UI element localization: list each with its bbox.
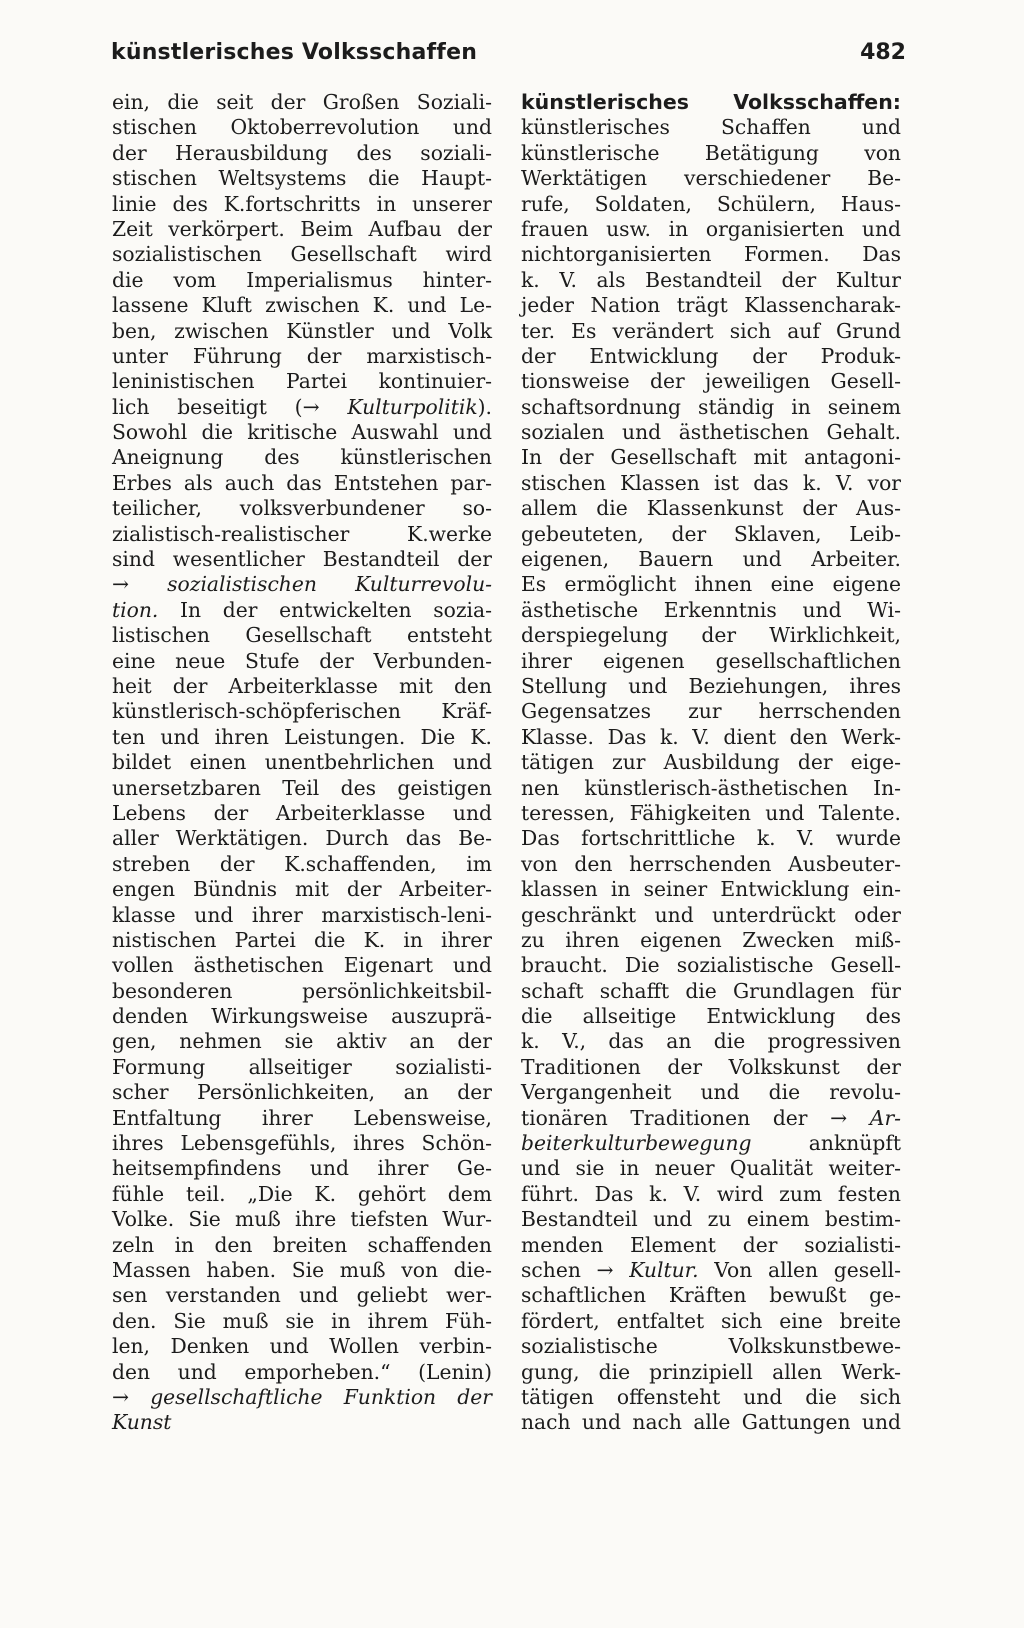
text-line bbox=[521, 598, 901, 623]
line-text: Es ermöglicht ihnen eine eigene bbox=[521, 572, 901, 597]
text-line bbox=[521, 1258, 901, 1283]
line-text: schaftlichen Kräften bewußt ge- bbox=[521, 1283, 901, 1308]
italic-reference: beiterkulturbewegung bbox=[521, 1131, 752, 1156]
line-text: ästhetische Erkenntnis und Wi- bbox=[521, 597, 901, 622]
text-line bbox=[521, 1080, 901, 1105]
text-line bbox=[521, 1385, 901, 1410]
text-line bbox=[112, 699, 492, 724]
line-text: künstlerische Betätigung von bbox=[521, 140, 901, 165]
left-text-column bbox=[112, 90, 492, 1436]
text-line bbox=[112, 1309, 492, 1334]
line-text: der Herausbildung des soziali- bbox=[112, 140, 492, 165]
line-text: nach und nach alle Gattungen und bbox=[521, 1410, 901, 1435]
text-line bbox=[521, 192, 901, 217]
line-text: teilicher, volksverbundener so- bbox=[112, 496, 492, 521]
line-text: heitsempfindens und ihrer Ge- bbox=[112, 1156, 492, 1181]
line-text: streben der K.schaffenden, im bbox=[112, 851, 492, 876]
line-text: menden Element der sozialisti- bbox=[521, 1232, 901, 1257]
line-text: In der Gesellschaft mit antagoni- bbox=[521, 445, 901, 470]
text-line bbox=[112, 268, 492, 293]
text-line bbox=[112, 496, 492, 521]
line-text: Bestandteil und zu einem bestim- bbox=[521, 1207, 901, 1232]
line-text: Das fortschrittliche k. V. wurde bbox=[521, 826, 901, 851]
text-line bbox=[521, 1029, 901, 1054]
text-line bbox=[521, 903, 901, 928]
text-line bbox=[112, 623, 492, 648]
line-text: Von allen gesell- bbox=[698, 1257, 902, 1282]
italic-reference: Kunst bbox=[112, 1410, 172, 1435]
line-text: Volke. Sie muß ihre tiefsten Wur- bbox=[112, 1207, 492, 1232]
text-line bbox=[112, 649, 492, 674]
line-text: stischen Klassen ist das k. V. vor bbox=[521, 470, 901, 495]
text-line bbox=[112, 522, 492, 547]
line-text: heit der Arbeiterklasse mit den bbox=[112, 673, 492, 698]
line-text: zeln in den breiten schaffenden bbox=[112, 1232, 492, 1257]
text-line bbox=[521, 1207, 901, 1232]
text-line bbox=[521, 496, 901, 521]
text-line bbox=[521, 445, 901, 470]
line-text: geschränkt und unterdrückt oder bbox=[521, 902, 901, 927]
italic-reference: Ar- bbox=[869, 1105, 901, 1130]
text-line bbox=[521, 90, 901, 115]
text-line bbox=[112, 979, 492, 1004]
text-line bbox=[112, 217, 492, 242]
line-text: sind wesentlicher Bestandteil der bbox=[112, 547, 492, 572]
line-text: derspiegelung der Wirklichkeit, bbox=[521, 623, 901, 648]
text-line bbox=[112, 471, 492, 496]
line-text: k. V. als Bestandteil der Kultur bbox=[521, 267, 901, 292]
line-text: Aneignung des künstlerischen bbox=[112, 445, 492, 470]
line-text: schen → bbox=[521, 1257, 630, 1282]
text-line bbox=[112, 928, 492, 953]
text-line bbox=[112, 750, 492, 775]
text-line bbox=[112, 1131, 492, 1156]
line-text: braucht. Die sozialistische Gesell- bbox=[521, 953, 901, 978]
line-text: gebeuteten, der Sklaven, Leib- bbox=[521, 521, 901, 546]
line-text: schaftsordnung ständig in seinem bbox=[521, 394, 901, 419]
line-text: sen verstanden und geliebt wer- bbox=[112, 1283, 492, 1308]
text-line bbox=[521, 1131, 901, 1156]
italic-reference: tion. bbox=[112, 597, 159, 622]
line-text: gen, nehmen sie aktiv an der bbox=[112, 1029, 492, 1054]
text-line bbox=[112, 1106, 492, 1131]
line-text: bildet einen unentbehrlichen und bbox=[112, 750, 492, 775]
line-text: führt. Das k. V. wird zum festen bbox=[521, 1181, 901, 1206]
text-line bbox=[112, 90, 492, 115]
text-line bbox=[112, 1156, 492, 1181]
text-line bbox=[521, 1334, 901, 1359]
line-text: allem die Klassenkunst der Aus- bbox=[521, 496, 901, 521]
text-line bbox=[521, 293, 901, 318]
text-line bbox=[521, 674, 901, 699]
text-line bbox=[112, 1004, 492, 1029]
italic-reference: Kultur. bbox=[629, 1257, 699, 1282]
text-line bbox=[521, 141, 901, 166]
line-text: aller Werktätigen. Durch das Be- bbox=[112, 826, 492, 851]
line-text: ). bbox=[477, 394, 492, 419]
line-text: len, Denken und Wollen verbin- bbox=[112, 1334, 492, 1359]
line-text: ter. Es verändert sich auf Grund bbox=[521, 318, 901, 343]
line-text: Vergangenheit und die revolu- bbox=[521, 1080, 901, 1105]
text-line bbox=[521, 166, 901, 191]
line-text: sozialistischen Gesellschaft wird bbox=[112, 242, 492, 267]
text-line bbox=[521, 395, 901, 420]
line-text: der Entwicklung der Produk- bbox=[521, 343, 901, 368]
text-line bbox=[521, 725, 901, 750]
text-line bbox=[112, 1410, 492, 1435]
line-text: stischen Weltsystems die Haupt- bbox=[112, 166, 492, 191]
line-text: nistischen Partei die K. in ihrer bbox=[112, 927, 492, 952]
line-text: unersetzbaren Teil des geistigen bbox=[112, 775, 492, 800]
line-text: künstlerisches Schaffen und bbox=[521, 115, 901, 140]
text-line bbox=[521, 420, 901, 445]
line-text: ten und ihren Leistungen. Die K. bbox=[112, 724, 492, 749]
line-text: vollen ästhetischen Eigenart und bbox=[112, 953, 492, 978]
text-line bbox=[112, 395, 492, 420]
text-line bbox=[112, 1233, 492, 1258]
running-head: künstlerisches Volksschaffen bbox=[111, 40, 478, 65]
line-text: schaft schafft die Grundlagen für bbox=[521, 978, 901, 1003]
line-text: fördert, entfaltet sich eine breite bbox=[521, 1308, 901, 1333]
text-line bbox=[112, 598, 492, 623]
text-line bbox=[112, 369, 492, 394]
italic-reference: Kulturpolitik bbox=[347, 394, 478, 419]
line-text: nichtorganisierten Formen. Das bbox=[521, 242, 901, 267]
text-line bbox=[112, 166, 492, 191]
text-line bbox=[112, 547, 492, 572]
line-text: engen Bündnis mit der Arbeiter- bbox=[112, 877, 492, 902]
line-text: → bbox=[112, 572, 168, 597]
line-text: tionären Traditionen der → bbox=[521, 1105, 870, 1130]
text-line bbox=[112, 1080, 492, 1105]
text-line bbox=[112, 826, 492, 851]
text-line bbox=[521, 776, 901, 801]
text-line bbox=[521, 115, 901, 140]
text-line bbox=[521, 1233, 901, 1258]
text-line bbox=[521, 522, 901, 547]
line-text: Werktätigen verschiedener Be- bbox=[521, 166, 901, 191]
line-text: scher Persönlichkeiten, an der bbox=[112, 1080, 492, 1105]
text-line bbox=[521, 1283, 901, 1308]
text-line bbox=[521, 1360, 901, 1385]
text-line bbox=[112, 725, 492, 750]
text-line bbox=[521, 953, 901, 978]
text-line bbox=[521, 572, 901, 597]
line-text: frauen usw. in organisierten und bbox=[521, 216, 901, 241]
text-line bbox=[521, 369, 901, 394]
line-text: den. Sie muß sie in ihrem Füh- bbox=[112, 1308, 492, 1333]
line-text: Zeit verkörpert. Beim Aufbau der bbox=[112, 216, 492, 241]
line-text: sozialistische Volkskunstbewe- bbox=[521, 1334, 901, 1359]
text-line bbox=[521, 649, 901, 674]
line-text: ihres Lebensgefühls, ihres Schön- bbox=[112, 1131, 492, 1156]
text-line bbox=[521, 1106, 901, 1131]
text-line bbox=[521, 1156, 901, 1181]
italic-reference: gesellschaftliche Funktion der bbox=[150, 1384, 492, 1409]
line-text: lich beseitigt (→ bbox=[112, 394, 348, 419]
text-line bbox=[112, 141, 492, 166]
text-line bbox=[112, 674, 492, 699]
text-line bbox=[112, 115, 492, 140]
text-line bbox=[521, 852, 901, 877]
line-text: anknüpft bbox=[751, 1131, 901, 1156]
text-line bbox=[112, 420, 492, 445]
text-line bbox=[112, 801, 492, 826]
text-line bbox=[112, 319, 492, 344]
text-line bbox=[112, 445, 492, 470]
line-text: ben, zwischen Künstler und Volk bbox=[112, 318, 492, 343]
text-line bbox=[521, 1309, 901, 1334]
text-line bbox=[112, 1029, 492, 1054]
text-line bbox=[112, 1385, 492, 1410]
text-line bbox=[112, 1360, 492, 1385]
line-text: stischen Oktoberrevolution und bbox=[112, 115, 492, 140]
line-text: künstlerisch-schöpferischen Kräf- bbox=[112, 699, 492, 724]
text-line bbox=[521, 1004, 901, 1029]
line-text: und sie in neuer Qualität weiter- bbox=[521, 1156, 901, 1181]
text-line bbox=[112, 242, 492, 267]
text-line bbox=[112, 852, 492, 877]
text-line bbox=[521, 217, 901, 242]
line-text: rufe, Soldaten, Schülern, Haus- bbox=[521, 191, 901, 216]
line-text: teressen, Fähigkeiten und Talente. bbox=[521, 800, 901, 825]
text-line bbox=[112, 1207, 492, 1232]
text-line bbox=[112, 877, 492, 902]
line-text: lassene Kluft zwischen K. und Le- bbox=[112, 293, 492, 318]
line-text: Sowohl die kritische Auswahl und bbox=[112, 420, 492, 445]
line-text: sozialen und ästhetischen Gehalt. bbox=[521, 420, 901, 445]
text-line bbox=[112, 293, 492, 318]
text-line bbox=[521, 471, 901, 496]
text-line bbox=[112, 1055, 492, 1080]
line-text: ein, die seit der Großen Soziali- bbox=[112, 90, 492, 114]
line-text: Massen haben. Sie muß von die- bbox=[112, 1257, 492, 1282]
text-line bbox=[112, 1182, 492, 1207]
text-line bbox=[521, 699, 901, 724]
line-text: tätigen offensteht und die sich bbox=[521, 1384, 901, 1409]
line-text: fühle teil. „Die K. gehört dem bbox=[112, 1181, 492, 1206]
text-line bbox=[521, 1410, 901, 1435]
text-line bbox=[521, 826, 901, 851]
line-text: k. V., das an die progressiven bbox=[521, 1029, 901, 1054]
text-line bbox=[521, 1182, 901, 1207]
line-text: → bbox=[112, 1384, 151, 1409]
text-line bbox=[112, 192, 492, 217]
text-line bbox=[521, 801, 901, 826]
text-line bbox=[521, 928, 901, 953]
right-text-column bbox=[521, 90, 901, 1436]
line-text: linie des K.fortschritts in unserer bbox=[112, 191, 492, 216]
text-line bbox=[521, 547, 901, 572]
line-text: den und emporheben.“ (Lenin) bbox=[112, 1359, 492, 1384]
line-text: listischen Gesellschaft entsteht bbox=[112, 623, 492, 648]
line-text: zu ihren eigenen Zwecken miß- bbox=[521, 927, 901, 952]
text-line bbox=[112, 1334, 492, 1359]
text-line bbox=[112, 1283, 492, 1308]
line-text: eigenen, Bauern und Arbeiter. bbox=[521, 547, 901, 572]
text-line bbox=[521, 319, 901, 344]
line-text: klassen in seiner Entwicklung ein- bbox=[521, 877, 901, 902]
line-text: In der entwickelten sozia- bbox=[158, 597, 492, 622]
text-line bbox=[521, 623, 901, 648]
text-line bbox=[521, 979, 901, 1004]
text-line bbox=[112, 344, 492, 369]
line-text: die allseitige Entwicklung des bbox=[521, 1004, 901, 1029]
text-line bbox=[521, 750, 901, 775]
text-line bbox=[112, 572, 492, 597]
line-text: ihrer eigenen gesellschaftlichen bbox=[521, 648, 901, 673]
line-text: Klasse. Das k. V. dient den Werk- bbox=[521, 724, 901, 749]
text-line bbox=[112, 953, 492, 978]
text-line bbox=[521, 1055, 901, 1080]
line-text: eine neue Stufe der Verbunden- bbox=[112, 648, 492, 673]
line-text: Formung allseitiger sozialisti- bbox=[112, 1054, 492, 1079]
text-line bbox=[521, 344, 901, 369]
line-text: unter Führung der marxistisch- bbox=[112, 343, 492, 368]
line-text: Lebens der Arbeiterklasse und bbox=[112, 800, 492, 825]
line-text: gung, die prinzipiell allen Werk- bbox=[521, 1359, 901, 1384]
line-text: von den herrschenden Ausbeuter- bbox=[521, 851, 901, 876]
text-line bbox=[112, 776, 492, 801]
line-text: Entfaltung ihrer Lebensweise, bbox=[112, 1105, 492, 1130]
line-text: Stellung und Beziehungen, ihres bbox=[521, 673, 901, 698]
line-text: tionsweise der jeweiligen Gesell- bbox=[521, 369, 901, 394]
line-text: Traditionen der Volkskunst der bbox=[521, 1054, 901, 1079]
line-text: tätigen zur Ausbildung der eige- bbox=[521, 750, 901, 775]
line-text: leninistischen Partei kontinuier- bbox=[112, 369, 492, 394]
italic-reference: sozialistischen Kulturrevolu- bbox=[167, 572, 492, 597]
text-line bbox=[521, 877, 901, 902]
text-line bbox=[112, 1258, 492, 1283]
page-number: 482 bbox=[860, 40, 906, 65]
line-text: denden Wirkungsweise auszuprä- bbox=[112, 1004, 492, 1029]
text-line bbox=[112, 903, 492, 928]
line-text: Gegensatzes zur herrschenden bbox=[521, 699, 901, 724]
line-text: jeder Nation trägt Klassencharak- bbox=[521, 293, 901, 318]
line-text: die vom Imperialismus hinter- bbox=[112, 267, 492, 292]
entry-headword: künstlerisches Volksschaffen: bbox=[521, 90, 901, 114]
line-text: besonderen persönlichkeitsbil- bbox=[112, 978, 492, 1003]
line-text: zialistisch-realistischer K.werke bbox=[112, 521, 492, 546]
text-line bbox=[521, 268, 901, 293]
line-text: nen künstlerisch-ästhetischen In- bbox=[521, 775, 901, 800]
line-text: Erbes als auch das Entstehen par- bbox=[112, 470, 492, 495]
text-line bbox=[521, 242, 901, 267]
line-text: klasse und ihrer marxistisch-leni- bbox=[112, 902, 492, 927]
